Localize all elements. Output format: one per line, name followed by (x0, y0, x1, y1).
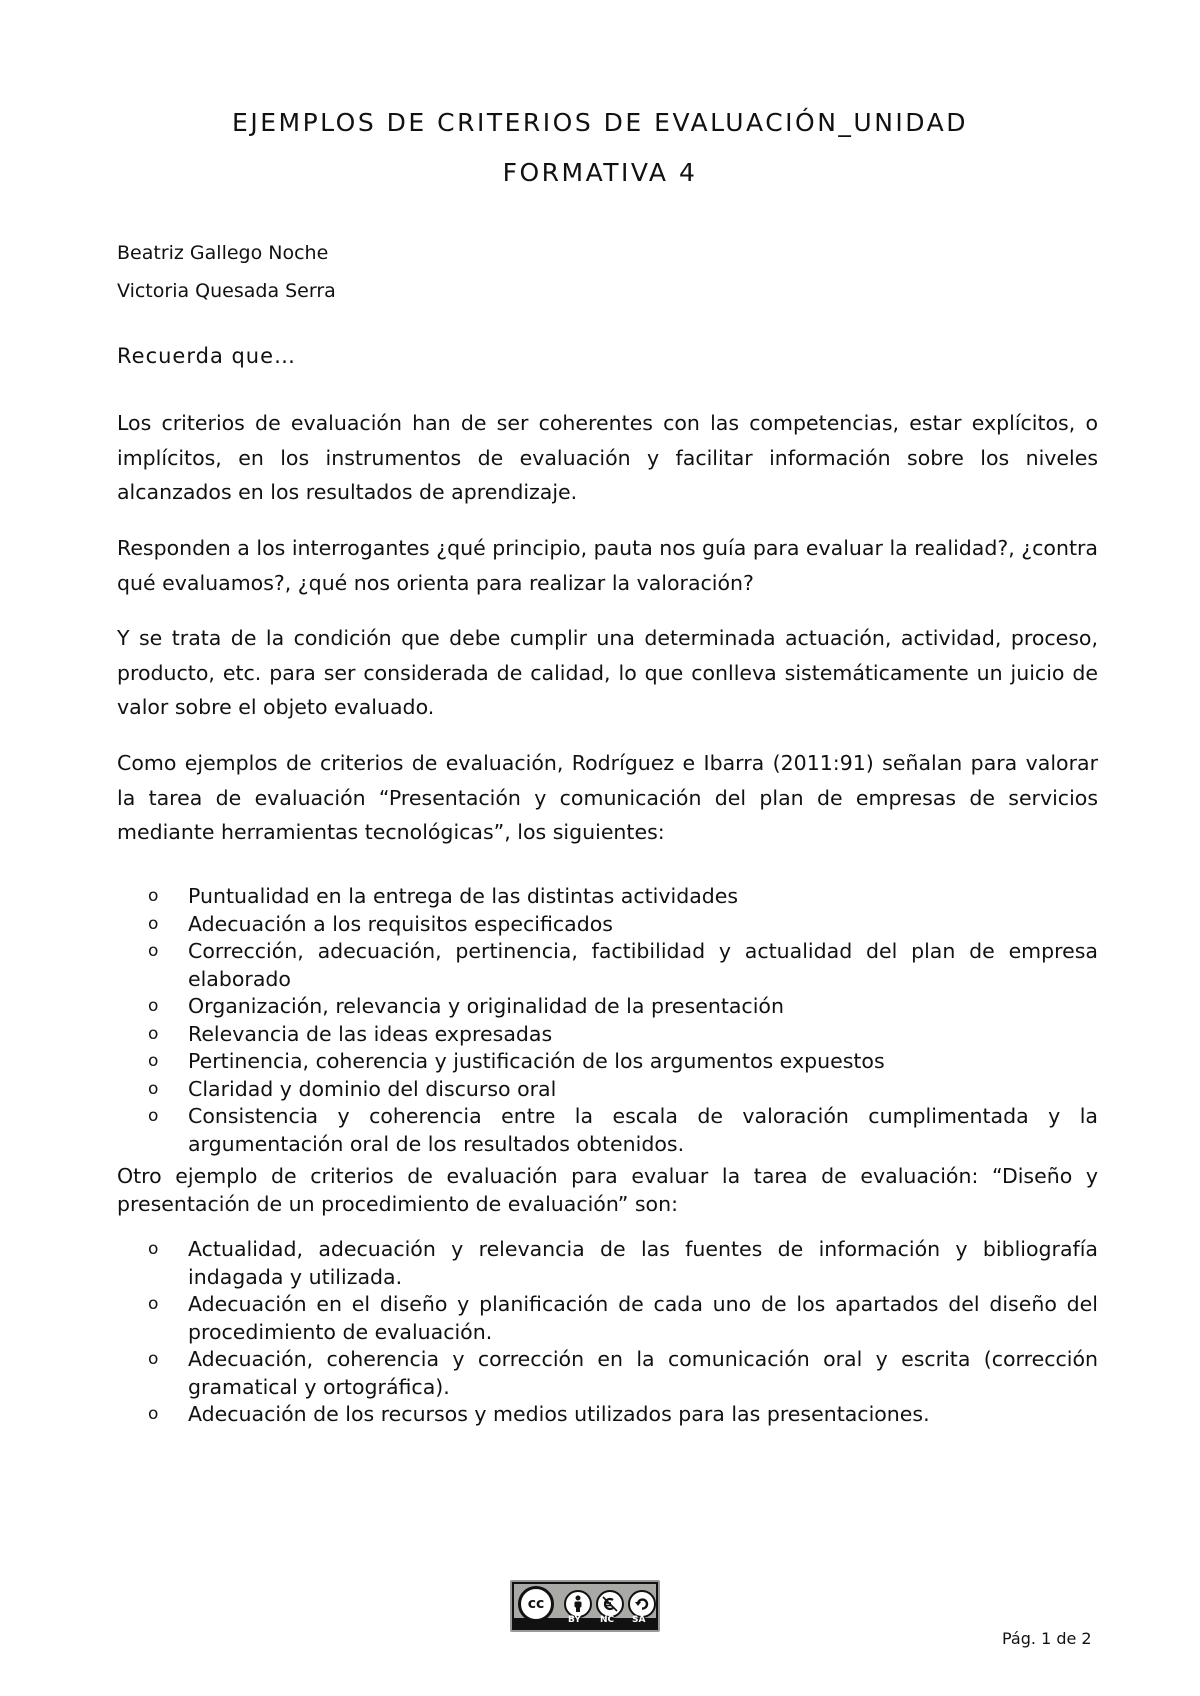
share-alike-arrow-icon (633, 1595, 651, 1613)
license-label-sa: SA (632, 1615, 646, 1625)
license-label-by: BY (568, 1615, 581, 1625)
bullet-icon: o (148, 1294, 159, 1314)
document-title-line-1: EJEMPLOS DE CRITERIOS DE EVALUACIÓN_UNIDAD (232, 108, 968, 137)
creative-commons-license-badge[interactable] (510, 1580, 660, 1632)
attribution-person-icon (564, 1590, 592, 1618)
paragraph-3: Y se trata de la condición que debe cumplir una determinada actuación, actividad, proceso, producto, etc. para ser considerada de calidad, lo que conlleva sistemáticamente un juicio de valor sobre el objeto evaluado. (117, 626, 1098, 719)
non-commercial-icon (596, 1590, 624, 1618)
list-item: o Claridad y dominio del discurso oral (148, 1076, 1098, 1104)
list-item: o Puntualidad en la entrega de las distintas actividades (148, 883, 1098, 911)
bullet-icon: o (148, 1239, 159, 1259)
list-item: o Adecuación en el diseño y planificación de cada uno de los apartados del diseño del procedimiento de evaluación. (148, 1292, 1098, 1344)
list-item: o Organización, relevancia y originalidad de la presentación (148, 993, 1098, 1021)
example1-intro: Como ejemplos de criterios de evaluación, Rodríguez e Ibarra (2011:91) señalan para valorar la tarea de evaluación “Presentación y comunicación del plan de empresas de servicios mediante herramientas tecnológicas”, los siguientes: (117, 751, 1098, 844)
bullet-icon: o (148, 1349, 159, 1369)
recuerda-heading: Recuerda que… (117, 344, 297, 368)
paragraph-2: Responden a los interrogantes ¿qué principio, pauta nos guía para evaluar la realidad?, ¿contra qué evaluamos?, ¿qué nos orienta para realizar la valoración? (117, 536, 1098, 595)
list-item: o Adecuación, coherencia y corrección en la comunicación oral y escrita (corrección gramatical y ortográfica). (148, 1347, 1098, 1399)
example1-criteria-list (148, 883, 1098, 1158)
license-label-nc: NC (600, 1615, 615, 1625)
list-item: o Corrección, adecuación, pertinencia, factibilidad y actualidad del plan de empresa elaborado (148, 939, 1098, 991)
list-item: o Actualidad, adecuación y relevancia de las fuentes de información y bibliografía indagada y utilizada. (148, 1237, 1098, 1289)
no-euro-icon (601, 1595, 619, 1613)
list-item: o Adecuación a los requisitos especificados (148, 911, 1098, 939)
bullet-icon: o (148, 1051, 159, 1071)
example2-criteria-list (148, 1236, 1098, 1429)
document-title-line-2: FORMATIVA 4 (502, 158, 698, 187)
cc-icon: cc (518, 1586, 554, 1622)
person-icon (571, 1595, 585, 1613)
author-2: Victoria Quesada Serra (117, 280, 336, 302)
list-item: o Pertinencia, coherencia y justificación de los argumentos expuestos (148, 1048, 1098, 1076)
page-number: Pág. 1 de 2 (1002, 1629, 1092, 1648)
bullet-icon: o (148, 1106, 159, 1126)
bullet-icon: o (148, 886, 159, 906)
bullet-icon: o (148, 1404, 159, 1424)
license-labels (512, 1615, 658, 1627)
list-item: o Consistencia y coherencia entre la escala de valoración cumplimentada y la argumentación oral de los resultados obtenidos. (148, 1104, 1098, 1156)
share-alike-icon (628, 1590, 656, 1618)
list-item: o Adecuación de los recursos y medios utilizados para las presentaciones. (148, 1401, 1098, 1429)
author-1: Beatriz Gallego Noche (117, 242, 329, 264)
list-item: o Relevancia de las ideas expresadas (148, 1021, 1098, 1049)
bullet-icon: o (148, 941, 159, 961)
bullet-icon: o (148, 1078, 159, 1099)
bullet-icon: o (148, 1023, 159, 1044)
bullet-icon: o (148, 996, 159, 1016)
example2-intro: Otro ejemplo de criterios de evaluación para evaluar la tarea de evaluación: “Diseño y presentación de un procedimiento de evaluación” son: (117, 1164, 1098, 1216)
paragraph-1: Los criterios de evaluación han de ser coherentes con las competencias, estar explícitos, o implícitos, en los instrumentos de evaluación y facilitar información sobre los niveles alcanzados en los resultados de aprendizaje. (117, 411, 1098, 504)
bullet-icon: o (148, 913, 159, 934)
